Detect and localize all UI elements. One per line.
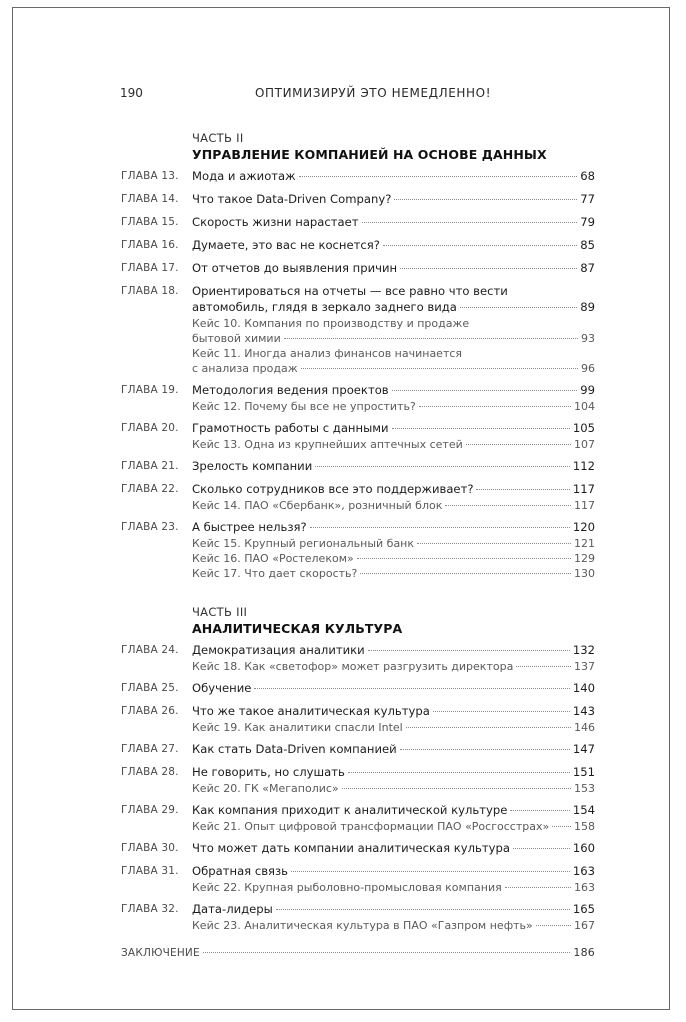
page-ref: 68 [580, 169, 595, 183]
dot-leader [360, 573, 571, 574]
chapter-label: ГЛАВА 28. [121, 766, 179, 778]
chapter-entries [192, 283, 595, 376]
chapter-entries [192, 863, 595, 895]
toc-entry [192, 703, 595, 720]
chapter-label: ГЛАВА 18. [121, 285, 179, 297]
page-ref: 104 [574, 400, 595, 413]
chapter-title-line: Ориентироваться на отчеты — все равно что вести [192, 284, 508, 298]
toc-entry [192, 361, 595, 376]
chapter-entries [192, 191, 595, 208]
dot-leader [342, 788, 571, 789]
page-ref: 137 [574, 660, 595, 673]
toc-entry [192, 659, 595, 674]
toc-entry [192, 720, 595, 735]
chapter-row [121, 214, 595, 231]
toc-entry [192, 382, 595, 399]
chapter-title: Сколько сотрудников все это поддерживает? [192, 482, 474, 496]
chapter-row [121, 703, 595, 735]
toc-entry [192, 399, 595, 414]
toc-entry [192, 458, 595, 475]
dot-leader [284, 338, 578, 339]
chapter-label: ГЛАВА 19. [121, 384, 179, 396]
case-title: Кейс 13. Одна из крупнейших аптечных сетей [192, 438, 463, 451]
chapter-label: ГЛАВА 14. [121, 193, 179, 205]
toc-entry [192, 191, 595, 208]
chapter-label: ГЛАВА 16. [121, 239, 179, 251]
dot-leader [417, 543, 571, 544]
toc-entry [192, 741, 595, 758]
part-heading [192, 604, 595, 637]
page-ref: 130 [574, 567, 595, 580]
page-ref: 117 [572, 482, 595, 496]
dot-leader [466, 444, 571, 445]
chapter-entries [192, 680, 595, 697]
dot-leader [368, 650, 570, 651]
chapter-row [121, 764, 595, 796]
chapter-entries [192, 382, 595, 414]
chapter-label: ГЛАВА 23. [121, 521, 179, 533]
page-ref: 117 [574, 499, 595, 512]
dot-leader [400, 268, 577, 269]
dot-leader [536, 925, 571, 926]
case-title: с анализа продаж [192, 362, 298, 375]
chapter-row [121, 283, 595, 376]
part-title: АНАЛИТИЧЕСКАЯ КУЛЬТУРА [192, 621, 403, 636]
chapter-entries [192, 260, 595, 277]
conclusion-label: ЗАКЛЮЧЕНИЕ [121, 947, 200, 959]
chapter-title: Не говорить, но слушать [192, 765, 345, 779]
chapter-label: ГЛАВА 27. [121, 743, 179, 755]
case-title-line: Кейс 11. Иногда анализ финансов начинается [192, 347, 463, 360]
dot-leader [301, 368, 578, 369]
chapter-title: Скорость жизни нарастает [192, 215, 359, 229]
toc-entry [192, 168, 595, 185]
dot-leader [276, 909, 570, 910]
chapter-entries [192, 458, 595, 475]
part-spacer [121, 587, 595, 604]
chapter-label: ГЛАВА 13. [121, 170, 179, 182]
toc-entry [192, 260, 595, 277]
toc-entry [192, 519, 595, 536]
dot-leader [315, 466, 570, 467]
dot-leader [203, 952, 571, 953]
page-ref: 132 [572, 643, 595, 657]
chapter-row [121, 680, 595, 697]
toc-entry [192, 331, 595, 346]
case-title: Кейс 20. ГК «Мегаполис» [192, 782, 339, 795]
chapter-row [121, 168, 595, 185]
chapter-label: ГЛАВА 31. [121, 865, 179, 877]
chapter-label: ГЛАВА 26. [121, 705, 179, 717]
chapter-row [121, 741, 595, 758]
dot-leader [362, 222, 578, 223]
case-title: Кейс 22. Крупная рыболовно-промысловая компания [192, 881, 502, 894]
chapter-label: ГЛАВА 20. [121, 422, 179, 434]
page-ref: 186 [573, 946, 595, 959]
chapter-title: Обучение [192, 681, 252, 695]
dot-leader [394, 199, 577, 200]
toc-entry [192, 901, 595, 918]
page-ref: 89 [580, 300, 595, 314]
dot-leader [460, 307, 577, 308]
case-title: Кейс 18. Как «светофор» может разгрузить директора [192, 660, 514, 673]
dot-leader [516, 666, 571, 667]
chapter-row [121, 237, 595, 254]
dot-leader [505, 887, 571, 888]
toc-entry [121, 945, 595, 961]
page-ref: 129 [574, 552, 595, 565]
page-ref: 107 [574, 438, 595, 451]
chapter-label: ГЛАВА 32. [121, 903, 179, 915]
page-ref: 154 [572, 803, 595, 817]
dot-leader [254, 688, 569, 689]
toc-entry [192, 498, 595, 513]
dot-leader [291, 871, 570, 872]
chapter-entries [192, 703, 595, 735]
chapter-entries [192, 168, 595, 185]
case-title: Кейс 21. Опыт цифровой трансформации ПАО «Росгосстрах» [192, 820, 550, 833]
chapter-row [121, 458, 595, 475]
page-ref: 105 [572, 421, 595, 435]
part-label: ЧАСТЬ II [192, 131, 244, 145]
conclusion-row [121, 945, 595, 961]
chapter-title: Дата-лидеры [192, 902, 273, 916]
chapter-title: Методология ведения проектов [192, 383, 389, 397]
chapter-title: Что может дать компании аналитическая культура [192, 841, 510, 855]
toc-entry [192, 918, 595, 933]
chapter-title: Как стать Data-Driven компанией [192, 742, 397, 756]
page-ref: 147 [572, 742, 595, 756]
toc-entry [192, 566, 595, 581]
chapter-label: ГЛАВА 30. [121, 842, 179, 854]
chapter-entries [192, 420, 595, 452]
chapter-label: ГЛАВА 24. [121, 644, 179, 656]
chapter-title: Думаете, это вас не коснется? [192, 238, 380, 252]
case-title: Кейс 16. ПАО «Ростелеком» [192, 552, 354, 565]
chapter-title: Грамотность работы с данными [192, 421, 389, 435]
page-ref: 112 [572, 459, 595, 473]
chapter-label: ГЛАВА 25. [121, 682, 179, 694]
chapter-entries [192, 642, 595, 674]
page-ref: 140 [572, 681, 595, 695]
page-ref: 99 [580, 383, 595, 397]
toc-entry [192, 481, 595, 498]
chapter-row [121, 840, 595, 857]
chapter-row [121, 642, 595, 674]
page-ref: 163 [574, 881, 595, 894]
case-title-line: Кейс 10. Компания по производству и продаже [192, 317, 470, 330]
chapter-title: Мода и ажиотаж [192, 169, 296, 183]
case-title: Кейс 14. ПАО «Сбербанк», розничный блок [192, 499, 443, 512]
toc-entry [192, 880, 595, 895]
chapter-row [121, 863, 595, 895]
page-ref: 87 [580, 261, 595, 275]
chapter-title: Что такое Data-Driven Company? [192, 192, 392, 206]
chapter-row [121, 382, 595, 414]
dot-leader [406, 727, 571, 728]
chapter-label: ГЛАВА 22. [121, 483, 179, 495]
page-ref: 79 [580, 215, 595, 229]
chapter-row [121, 260, 595, 277]
chapter-label: ГЛАВА 17. [121, 262, 179, 274]
page-ref: 163 [572, 864, 595, 878]
dot-leader [383, 245, 577, 246]
table-of-contents [121, 130, 595, 961]
dot-leader [419, 406, 571, 407]
dot-leader [348, 772, 570, 773]
chapter-entries [192, 802, 595, 834]
chapter-row [121, 519, 595, 581]
dot-leader [310, 527, 570, 528]
chapter-title: Как компания приходит к аналитической культуре [192, 803, 508, 817]
chapter-title: Зрелость компании [192, 459, 313, 473]
dot-leader [299, 176, 578, 177]
page-ref: 93 [581, 332, 595, 345]
chapter-label: ГЛАВА 21. [121, 460, 179, 472]
page-ref: 120 [572, 520, 595, 534]
toc-entry [192, 420, 595, 437]
chapter-title: Демократизация аналитики [192, 643, 365, 657]
chapter-title: А быстрее нельзя? [192, 520, 307, 534]
chapter-row [121, 481, 595, 513]
case-title: Кейс 19. Как аналитики спасли Intel [192, 721, 403, 734]
book-title: ОПТИМИЗИРУЙ ЭТО НЕМЕДЛЕННО! [255, 86, 492, 100]
page-ref: 165 [572, 902, 595, 916]
part-heading [192, 130, 595, 163]
chapter-entries [192, 481, 595, 513]
toc-entry [192, 840, 595, 857]
chapter-title: автомобиль, глядя в зеркало заднего вида [192, 300, 457, 314]
part-title: УПРАВЛЕНИЕ КОМПАНИЕЙ НА ОСНОВЕ ДАННЫХ [192, 147, 547, 162]
chapter-row [121, 420, 595, 452]
chapter-title: От отчетов до выявления причин [192, 261, 398, 275]
chapter-title: Обратная связь [192, 864, 289, 878]
chapter-entries [192, 519, 595, 581]
page-ref: 160 [572, 841, 595, 855]
page-ref: 151 [572, 765, 595, 779]
toc-entry [192, 536, 595, 551]
toc-entry [192, 299, 595, 316]
part-label: ЧАСТЬ III [192, 605, 248, 619]
chapter-entries [192, 214, 595, 231]
dot-leader [357, 558, 571, 559]
page-ref: 96 [581, 362, 595, 375]
case-title: Кейс 23. Аналитическая культура в ПАО «Газпром нефть» [192, 919, 533, 932]
page-ref: 77 [580, 192, 595, 206]
chapter-entries [192, 741, 595, 758]
case-title: Кейс 12. Почему бы все не упростить? [192, 400, 416, 413]
case-title: бытовой химии [192, 332, 281, 345]
case-title: Кейс 17. Что дает скорость? [192, 567, 358, 580]
chapter-row [121, 901, 595, 933]
toc-entry [192, 214, 595, 231]
dot-leader [476, 489, 569, 490]
chapter-entries [192, 237, 595, 254]
toc-entry [192, 764, 595, 781]
page-ref: 143 [572, 704, 595, 718]
chapter-label: ГЛАВА 29. [121, 804, 179, 816]
chapter-label: ГЛАВА 15. [121, 216, 179, 228]
toc-entry [192, 551, 595, 566]
dot-leader [552, 826, 571, 827]
toc-entry [192, 642, 595, 659]
page-number: 190 [120, 86, 143, 100]
dot-leader [510, 810, 570, 811]
toc-entry [192, 819, 595, 834]
dot-leader [513, 848, 570, 849]
page-ref: 158 [574, 820, 595, 833]
dot-leader [400, 749, 570, 750]
chapter-entries [192, 764, 595, 796]
toc-entry [192, 781, 595, 796]
toc-entry [192, 237, 595, 254]
chapter-entries [192, 901, 595, 933]
page-ref: 146 [574, 721, 595, 734]
dot-leader [433, 711, 570, 712]
dot-leader [392, 390, 578, 391]
chapter-entries [192, 840, 595, 857]
page-ref: 85 [580, 238, 595, 252]
page-ref: 153 [574, 782, 595, 795]
dot-leader [392, 428, 570, 429]
case-title: Кейс 15. Крупный региональный банк [192, 537, 415, 550]
toc-entry [192, 863, 595, 880]
chapter-row [121, 191, 595, 208]
page-ref: 121 [574, 537, 595, 550]
chapter-title: Что же такое аналитическая культура [192, 704, 430, 718]
toc-entry [192, 680, 595, 697]
toc-entry [192, 802, 595, 819]
dot-leader [445, 505, 571, 506]
page-ref: 167 [574, 919, 595, 932]
chapter-row [121, 802, 595, 834]
toc-entry [192, 437, 595, 452]
